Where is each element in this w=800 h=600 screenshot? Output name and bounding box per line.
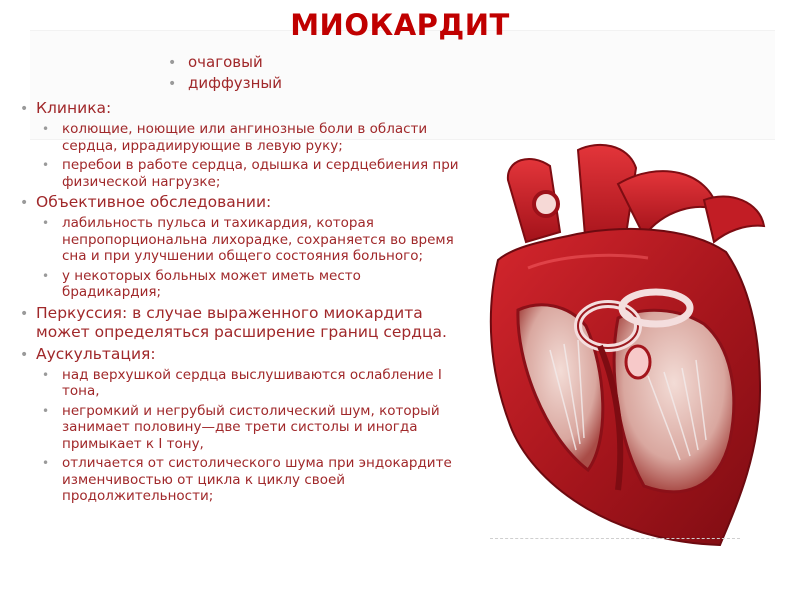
bullet-icon: • xyxy=(42,216,50,230)
list-item: • колющие, ноющие или ангинозные боли в области сердца, иррадиирующие в левую руку; xyxy=(42,121,428,154)
bullet-icon: • xyxy=(20,346,29,363)
list-item: • негромкий и негрубый систолический шум, который занимает половину—две трети систолы и иногда примыкает к I тону, xyxy=(42,402,440,452)
section-heading: • Перкуссия: в случае выраженного миокардита может определяться расширение границ сердца. xyxy=(20,303,447,341)
bullet-icon: • xyxy=(42,367,50,382)
bullet-icon: • xyxy=(42,403,50,418)
myocarditis-types xyxy=(168,53,282,95)
type-item xyxy=(168,74,282,92)
list-item: • над верхушкой сердца выслушиваются ослабление I тона, xyxy=(42,366,442,399)
heart-cross-section-illustration xyxy=(468,140,768,550)
section-heading: • Объективное обследовании: xyxy=(20,193,272,211)
bullet-icon: • xyxy=(20,101,29,117)
section-heading: • Аускультация: xyxy=(20,344,156,363)
image-caption-watermark xyxy=(490,534,740,539)
bullet-icon: • xyxy=(42,268,50,283)
type-label: очаговый xyxy=(188,53,263,71)
list-item: • отличается от систолического шума при эндокардите изменчивостью от цикла к циклу своей продолжительности; xyxy=(42,455,452,504)
content-list xyxy=(20,98,460,508)
list-item: • у некоторых больных может иметь место брадикардия; xyxy=(42,267,361,300)
bullet-icon: • xyxy=(168,55,177,71)
bullet-icon: • xyxy=(42,158,50,172)
section-items xyxy=(42,121,460,190)
bullet-icon: • xyxy=(168,76,177,92)
bullet-icon: • xyxy=(42,122,50,136)
section-items xyxy=(42,367,460,505)
type-item xyxy=(168,53,282,71)
bullet-icon: • xyxy=(20,195,29,211)
section-items xyxy=(42,215,460,301)
bullet-icon: • xyxy=(20,305,29,322)
list-item: • лабильность пульса и тахикардия, которая непропорциональна лихорадке, сохраняется во время сна и при улучшении общего состояния больного; xyxy=(42,215,454,264)
section-heading: • Клиника: xyxy=(20,99,112,117)
slide-title: МИОКАРДИТ xyxy=(290,8,510,42)
bullet-icon: • xyxy=(42,456,50,470)
type-label: диффузный xyxy=(188,74,283,92)
list-item: • перебои в работе сердца, одышка и сердцебиения при физической нагрузке; xyxy=(42,157,459,190)
